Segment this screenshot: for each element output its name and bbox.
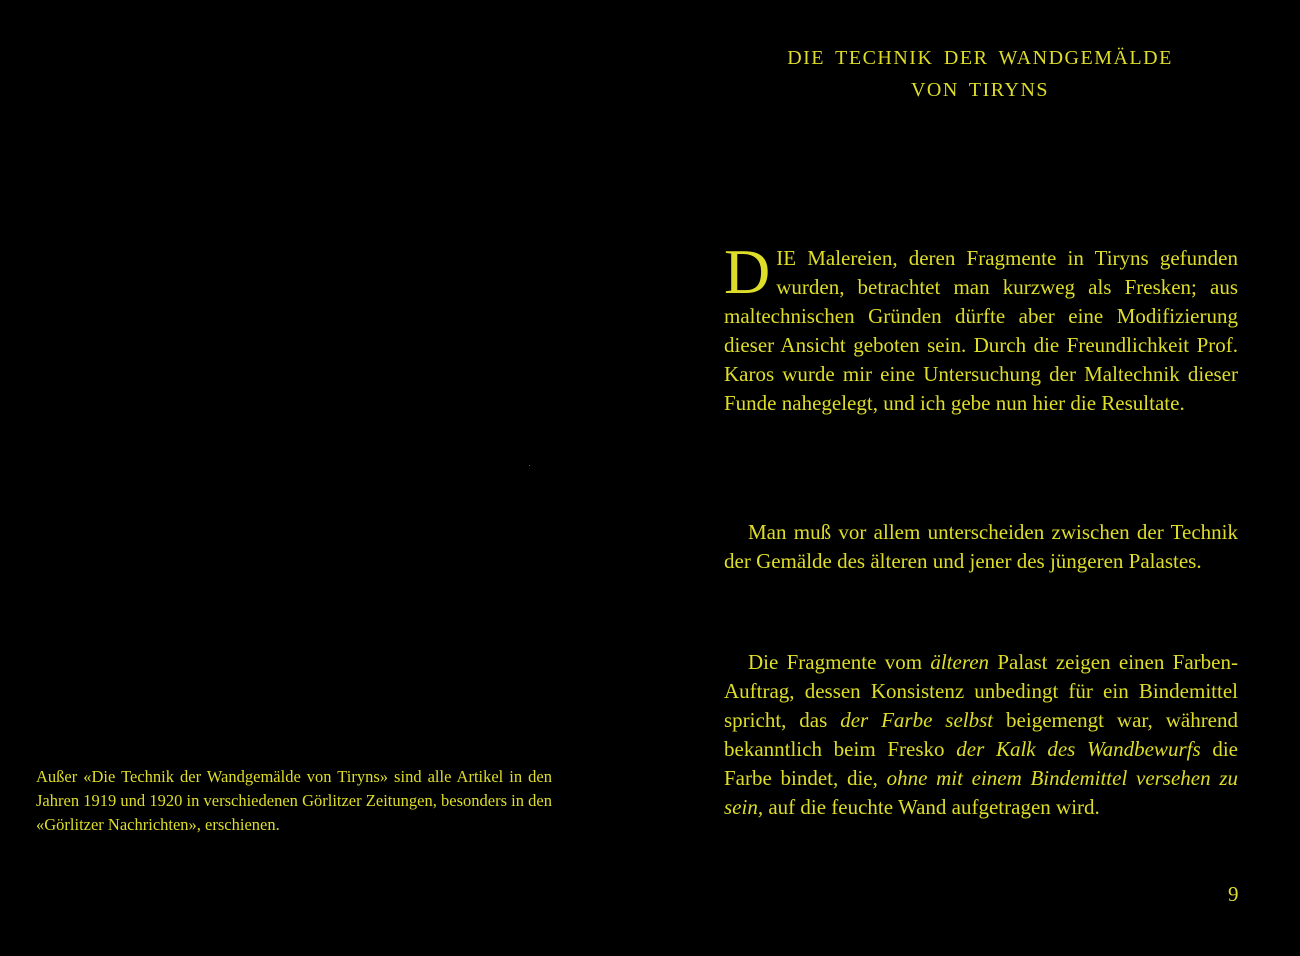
paragraph-3-italic-2: der Farbe selbst [840,708,994,732]
paragraph-2-text: Man muß vor allem unterscheiden zwischen der Technik der Gemälde des älteren und jener des jüngeren Palastes. [724,520,1238,573]
paragraph-1 [724,236,1238,418]
paragraph-3-text-1: Die Fragmente vom [748,650,931,674]
page-number: 9 [1228,882,1239,906]
paragraph-3-text-3: beigemengt war, während bekanntlich beim Fresko [724,708,1239,761]
paragraph-3-italic-3: der Kalk des Wandbewurfs [956,737,1201,761]
paragraph-3-italic-4: ohne mit einem Bindemittel versehen zu sein, [724,766,1238,819]
paragraph-2 [724,518,1238,576]
chapter-title-line-1: DIE TECHNIK DER WANDGEMÄLDE [787,47,1173,69]
paragraph-3 [724,648,1238,822]
paragraph-1-text: IE Malereien, deren Fragmente in Tiryns gefunden wurden, betrachtet man kurzweg als Fresken; aus maltechnischen Gründen dürfte aber eine Modifizierung dieser Ansicht geboten sein. Durch die Freundlichkeit Prof. Karos wurde mir eine Untersuchung der Maltechnik dieser Funde nahegelegt, und ich gebe nun hier die Resultate. [724,246,1238,415]
chapter-title [730,42,1230,106]
paragraph-3-italic-1: älteren [930,650,990,674]
chapter-title-line-2: VON TIRYNS [910,79,1050,101]
paragraph-3-text-5: auf die feuchte Wand aufgetragen wird. [763,795,1100,819]
paragraph-3-text-2: Palast zeigen einen Farben-Auftrag, dessen Konsistenz unbedingt für ein Bindemittel spricht, das [724,650,1238,732]
drop-cap: D [724,236,771,307]
stray-mark [529,465,530,466]
footnote: Außer «Die Technik der Wandgemälde von Tiryns» sind alle Artikel in den Jahren 1919 und 1920 in verschiedenen Görlitzer Zeitungen, besonders in den «Görlitzer Nachrichten», erschienen. [36,766,552,834]
paragraph-3-text-4: die Farbe bindet, die, [724,737,1238,790]
right-page [650,0,1300,956]
